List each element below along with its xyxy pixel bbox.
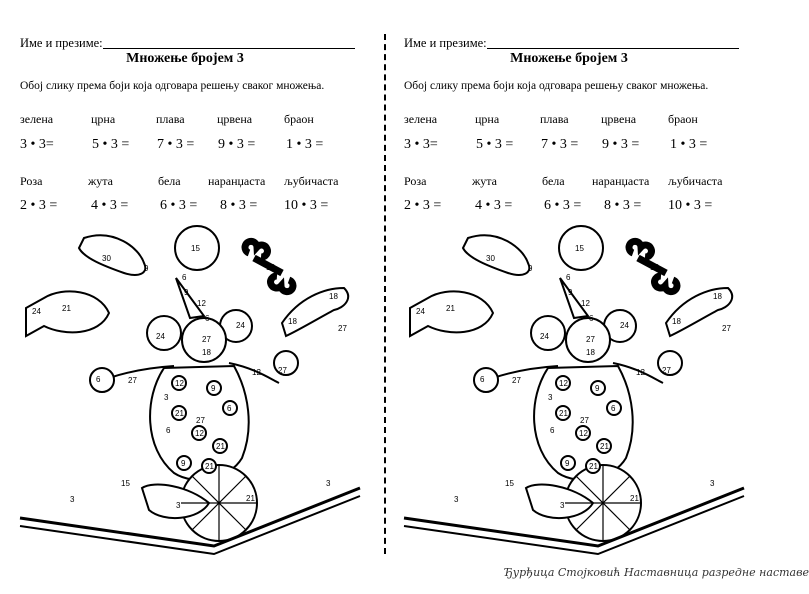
eggplant-shape xyxy=(463,235,529,275)
problem: 7 • 3 = xyxy=(541,137,579,152)
clown-picture xyxy=(14,218,366,548)
color-label: плава xyxy=(540,112,569,126)
num-pin-a: 18 xyxy=(329,292,338,301)
problem: 5 • 3 = xyxy=(476,137,514,152)
worksheet-right xyxy=(384,0,754,594)
problem: 6 • 3 = xyxy=(160,198,198,213)
color-label: бела xyxy=(542,174,565,188)
num-body-b: 9 xyxy=(211,384,216,393)
color-label: жута xyxy=(88,174,114,188)
problem-row-2 xyxy=(384,198,754,216)
name-blank[interactable] xyxy=(487,36,739,49)
color-label: љубичаста xyxy=(284,174,339,188)
num-body-i: 9 xyxy=(181,459,186,468)
name-field xyxy=(20,36,355,51)
num-shoe: 3 xyxy=(176,501,181,510)
num-wheel: 15 xyxy=(505,479,514,488)
num-wheel: 15 xyxy=(121,479,130,488)
num-hat-a: 6 xyxy=(182,273,187,282)
num-body-k: 21 xyxy=(589,462,598,471)
num-eggplant-tip: 9 xyxy=(144,264,149,273)
problem: 2 • 3 = xyxy=(404,198,442,213)
num-hair-right: 24 xyxy=(236,321,245,330)
color-label: црвена xyxy=(601,112,637,126)
problem-row-2 xyxy=(0,198,370,216)
problem: 3 • 3= xyxy=(20,137,54,152)
name-label: Име и презиме: xyxy=(20,36,103,50)
eggplant-shape xyxy=(79,235,145,275)
name-label: Име и презиме: xyxy=(404,36,487,50)
worksheet-left xyxy=(0,0,370,594)
problem: 7 • 3 = xyxy=(157,137,195,152)
num-pin-c: 27 xyxy=(722,324,731,333)
color-row-1 xyxy=(384,112,754,130)
color-label: наранџаста xyxy=(208,174,266,188)
color-label: бела xyxy=(158,174,181,188)
num-eggplant: 30 xyxy=(102,254,111,263)
num-arm-left: 27 xyxy=(512,376,521,385)
num-hat-a: 6 xyxy=(566,273,571,282)
name-field xyxy=(404,36,739,51)
num-pin-b: 18 xyxy=(672,317,681,326)
color-label: зелена xyxy=(20,112,54,126)
num-arm-right: 12 xyxy=(636,368,645,377)
color-label: браон xyxy=(668,112,698,126)
num-face-c: 18 xyxy=(586,348,595,357)
num-fish-a: 24 xyxy=(32,307,41,316)
num-body-e: 3 xyxy=(548,393,553,402)
num-rope-right: 3 xyxy=(326,479,331,488)
color-row-1 xyxy=(0,112,370,130)
color-label: Роза xyxy=(404,174,427,188)
num-body-a: 12 xyxy=(559,379,568,388)
hat-shape xyxy=(560,278,588,318)
num-body-c: 6 xyxy=(611,404,616,413)
num-body-e: 3 xyxy=(164,393,169,402)
problem: 1 • 3 = xyxy=(286,137,324,152)
problem: 9 • 3 = xyxy=(218,137,256,152)
instruction: Обој слику према боји која одговара решењу сваког множења. xyxy=(20,80,325,92)
num-fish-b: 21 xyxy=(62,304,71,313)
num-bone: 12 xyxy=(266,263,275,272)
num-hair-left: 24 xyxy=(156,332,165,341)
num-hat-c: 12 xyxy=(581,299,590,308)
color-label: браон xyxy=(284,112,314,126)
color-row-2 xyxy=(0,174,370,192)
problem: 4 • 3 = xyxy=(91,198,129,213)
num-shoe: 3 xyxy=(560,501,565,510)
num-body-g: 12 xyxy=(579,429,588,438)
num-pin-a: 18 xyxy=(713,292,722,301)
num-body-d: 21 xyxy=(175,409,184,418)
num-hand-left: 6 xyxy=(480,375,485,384)
num-hair-right: 24 xyxy=(620,321,629,330)
problem: 4 • 3 = xyxy=(475,198,513,213)
problem: 2 • 3 = xyxy=(20,198,58,213)
num-eggplant-tip: 9 xyxy=(528,264,533,273)
color-label: Роза xyxy=(20,174,43,188)
num-body-h: 21 xyxy=(600,442,609,451)
num-pin-b: 18 xyxy=(288,317,297,326)
color-label: црна xyxy=(475,112,500,126)
num-hand-left: 6 xyxy=(96,375,101,384)
clown-illustration xyxy=(14,218,366,548)
num-pin-c: 27 xyxy=(338,324,347,333)
num-hat-b: 9 xyxy=(568,288,573,297)
num-body-a: 12 xyxy=(175,379,184,388)
problem: 10 • 3 = xyxy=(284,198,329,213)
worksheet-title: Множење бројем 3 xyxy=(126,51,244,66)
problem: 8 • 3 = xyxy=(604,198,642,213)
instruction: Обој слику према боји која одговара решењу сваког множења. xyxy=(404,80,709,92)
hat-shape xyxy=(176,278,204,318)
num-arm-left: 27 xyxy=(128,376,137,385)
num-rope-left: 3 xyxy=(70,495,75,504)
num-body-h: 21 xyxy=(216,442,225,451)
num-face-c: 18 xyxy=(202,348,211,357)
problem: 5 • 3 = xyxy=(92,137,130,152)
num-hat-b: 9 xyxy=(184,288,189,297)
num-ball: 15 xyxy=(191,244,200,253)
problem-row-1 xyxy=(0,137,370,155)
num-hand-right: 27 xyxy=(662,366,671,375)
color-label: црвена xyxy=(217,112,253,126)
color-row-2 xyxy=(384,174,754,192)
num-face-b: 27 xyxy=(202,335,211,344)
color-label: наранџаста xyxy=(592,174,650,188)
num-body-j: 6 xyxy=(550,426,555,435)
name-blank[interactable] xyxy=(103,36,355,49)
num-face-a: 6 xyxy=(589,314,594,323)
problem: 9 • 3 = xyxy=(602,137,640,152)
problem: 3 • 3= xyxy=(404,137,438,152)
num-fish-b: 21 xyxy=(446,304,455,313)
num-body-f: 27 xyxy=(580,416,589,425)
num-eggplant: 30 xyxy=(486,254,495,263)
num-body-f: 27 xyxy=(196,416,205,425)
num-face-a: 6 xyxy=(205,314,210,323)
hand-left xyxy=(90,368,114,392)
color-label: жута xyxy=(472,174,498,188)
num-ball: 15 xyxy=(575,244,584,253)
num-rope-right: 3 xyxy=(710,479,715,488)
problem-row-1 xyxy=(384,137,754,155)
num-body-i: 9 xyxy=(565,459,570,468)
problem: 6 • 3 = xyxy=(544,198,582,213)
author-signature: Ђурђица Стојковић Наставница разредне наставе xyxy=(504,566,809,579)
num-bone: 12 xyxy=(650,263,659,272)
color-label: љубичаста xyxy=(668,174,723,188)
color-label: црна xyxy=(91,112,116,126)
clown-illustration xyxy=(398,218,750,548)
color-label: зелена xyxy=(404,112,438,126)
color-label: плава xyxy=(156,112,185,126)
num-rope-left: 3 xyxy=(454,495,459,504)
num-body-g: 12 xyxy=(195,429,204,438)
num-face-b: 27 xyxy=(586,335,595,344)
clown-picture xyxy=(398,218,750,548)
num-fish-a: 24 xyxy=(416,307,425,316)
problem: 8 • 3 = xyxy=(220,198,258,213)
num-hand-right: 27 xyxy=(278,366,287,375)
problem: 10 • 3 = xyxy=(668,198,713,213)
num-arm-right: 12 xyxy=(252,368,261,377)
num-wheel-b: 21 xyxy=(246,494,255,503)
worksheet-title: Множење бројем 3 xyxy=(510,51,628,66)
num-body-b: 9 xyxy=(595,384,600,393)
problem: 1 • 3 = xyxy=(670,137,708,152)
hand-left xyxy=(474,368,498,392)
num-body-j: 6 xyxy=(166,426,171,435)
num-body-c: 6 xyxy=(227,404,232,413)
num-wheel-b: 21 xyxy=(630,494,639,503)
num-hat-c: 12 xyxy=(197,299,206,308)
num-body-d: 21 xyxy=(559,409,568,418)
num-body-k: 21 xyxy=(205,462,214,471)
num-hair-left: 24 xyxy=(540,332,549,341)
